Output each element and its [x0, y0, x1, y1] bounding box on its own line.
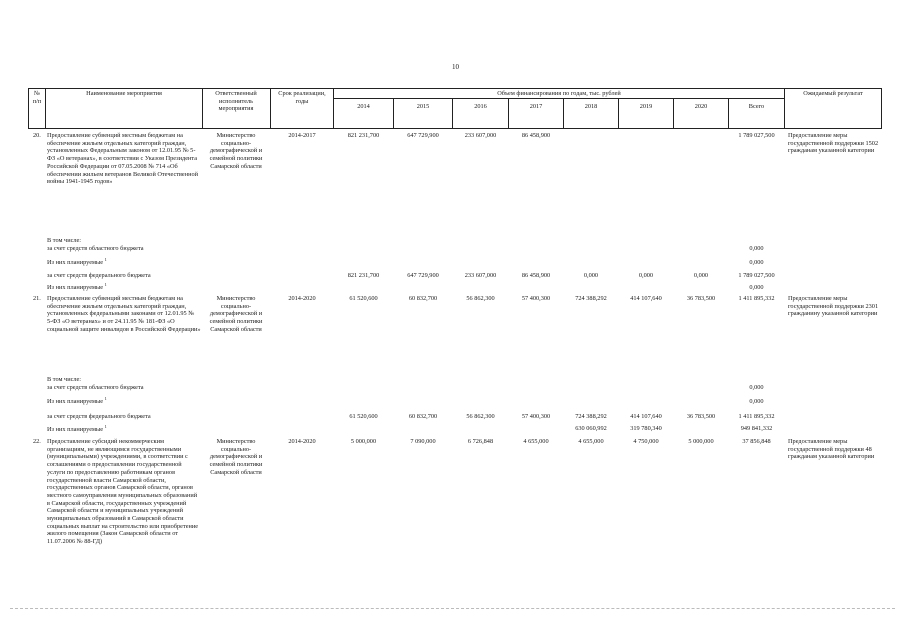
federal-2019: 0,000 — [638, 272, 654, 279]
row-value-2020: 36 783,500 — [686, 295, 716, 302]
header-year-2015: 2015 — [416, 103, 430, 110]
header-name: Наименование мероприятия — [86, 90, 162, 97]
regional-total: 0,000 — [749, 384, 764, 391]
row-num: 22. — [33, 438, 41, 445]
row-value-2015: 7 090,000 — [410, 438, 436, 445]
federal-2016: 56 862,300 — [466, 413, 495, 420]
federal-2018: 724 388,292 — [575, 413, 607, 420]
unplanned-label: Из них планируемые $^1$ — [47, 423, 107, 433]
federal-2019: 414 107,640 — [630, 413, 662, 420]
row-value-2015: 647 729,900 — [407, 132, 439, 139]
unplanned-label: Из них планируемые $^1$ — [47, 395, 107, 405]
row-result: Предоставление меры государственной поддержки 1502 гражданам указанной категории — [788, 132, 879, 155]
row-value-2017: 57 400,300 — [521, 295, 551, 302]
federal-2016: 233 607,000 — [464, 272, 497, 279]
header-year-2019: 2019 — [639, 103, 653, 110]
row-executor: Министерство социально-демографической и семейной политики Самарской области — [209, 438, 263, 476]
row-value-2015: 60 832,700 — [408, 295, 438, 302]
unplanned-label: Из них планируемые $^1$ — [47, 281, 107, 291]
header-term: Срок реализации, годы — [278, 90, 326, 105]
including-label: В том числе: — [47, 237, 82, 244]
row-term: 2014-2017 — [288, 132, 316, 139]
header-executor: Ответственный исполнитель мероприятия — [215, 90, 257, 113]
federal-2015: 647 729,900 — [407, 272, 439, 279]
row-num: 21. — [33, 295, 41, 302]
header-year-2020: 2020 — [694, 103, 708, 110]
row-value-2019: 414 107,640 — [630, 295, 662, 302]
row-value-2016: 56 862,300 — [466, 295, 495, 302]
header-result: Ожидаемый результат — [803, 90, 863, 97]
regional-label: за счет средств областного бюджета — [47, 245, 144, 252]
federal-total: 1 789 027,500 — [738, 272, 775, 279]
federal-2020: 0,000 — [693, 272, 709, 279]
row-value-total: 1 789 027,500 — [738, 132, 775, 139]
row-name: Предоставление субсидий некоммерческим организациям, не являющимся государственными (муниципальными) учреждениями, в соответствии с соглашениями о предоставлении государственной услуги по предоставлению работникам органов государственной власти Самарской области, государственных органов Самарской области, органов местного самоуправления муниципальных образований в Самарской области, государственных учреждений Самарской области и муниципальных учреждений муниципальных образований в Самарской области социальных выплат на строительство или приобретение жилого помещения (Закон Самарской области от 11.07.2006 № 88-ГД) — [47, 438, 199, 546]
federal-2018: 0,000 — [583, 272, 599, 279]
header-year-2017: 2017 — [529, 103, 543, 110]
row-result: Предоставление меры государственной поддержки 48 гражданам указанной категории — [788, 438, 875, 461]
row-name: Предоставление субвенций местным бюджетам на обеспечение жильем отдельных категорий граждан, установленных федеральными законами от 12.01.95 № 5-ФЗ «О ветеранах» и от 24.11.95 № 181-ФЗ «О социальной защите инвалидов в Российской Федерации» — [47, 295, 201, 333]
federal-2017: 86 458,900 — [521, 272, 551, 279]
header-year-2014: 2014 — [357, 103, 370, 110]
unplanned-label: Из них планируемые $^1$ — [47, 256, 107, 266]
header-year-2018: 2018 — [584, 103, 598, 110]
header-funding: Объем финансирования по годам, тыс. рублей — [497, 90, 621, 97]
row-value-2017: 4 655,000 — [523, 438, 549, 445]
row-value-2020: 5 000,000 — [688, 438, 714, 445]
row-value-2014: 61 520,600 — [349, 295, 378, 302]
federal-2020: 36 783,500 — [686, 413, 716, 420]
row-term: 2014-2020 — [288, 438, 316, 445]
row-value-2019: 4 750,000 — [633, 438, 659, 445]
row-value-2016: 6 726,848 — [467, 438, 494, 445]
federal-2014: 821 231,700 — [347, 272, 380, 279]
row-value-total: 1 411 895,332 — [738, 295, 775, 302]
unplanned-total: 0,000 — [749, 284, 764, 291]
page-number: 10 — [452, 63, 459, 71]
unplanned-total: 0,000 — [749, 259, 764, 266]
unplanned-total: 0,000 — [749, 398, 764, 405]
federal-label: за счет средств федерального бюджета — [47, 272, 151, 279]
federal-2014: 61 520,600 — [349, 413, 378, 420]
row-executor: Министерство социально-демографической и семейной политики Самарской области — [209, 132, 263, 170]
federal-2017: 57 400,300 — [521, 413, 551, 420]
row-result: Предоставление меры государственной поддержки 2301 гражданину указанной категории — [788, 295, 879, 318]
row-value-2018: 724 388,292 — [575, 295, 607, 302]
including-label: В том числе: — [47, 376, 82, 383]
row-value-2016: 233 607,000 — [464, 132, 497, 139]
row-executor: Министерство социально-демографической и семейной политики Самарской области — [209, 295, 263, 333]
scan-edge — [10, 608, 895, 610]
row-value-2014: 5 000,000 — [350, 438, 377, 445]
row-value-2017: 86 458,900 — [521, 132, 551, 139]
row-value-total: 37 856,848 — [742, 438, 771, 445]
unplanned-2019: 319 780,340 — [630, 425, 662, 432]
header-year-2016: 2016 — [474, 103, 487, 110]
row-num: 20. — [33, 132, 41, 139]
regional-label: за счет средств областного бюджета — [47, 384, 144, 391]
regional-total: 0,000 — [749, 245, 764, 252]
row-name: Предоставление субвенций местным бюджетам на обеспечение жильем отдельных категорий граждан, установленных Федеральным законом от 12.01.95 № 5-ФЗ «О ветеранах», в соответствии с Указом Президента Российской Федерации от 07.05.2008 № 714 «Об обеспечении жильем ветеранов Великой Отечественной войны 1941-1945 годов» — [47, 132, 198, 186]
federal-label: за счет средств федерального бюджета — [47, 413, 151, 420]
row-value-2018: 4 655,000 — [578, 438, 604, 445]
row-term: 2014-2020 — [288, 295, 316, 302]
header-num: № п/п — [32, 90, 42, 105]
unplanned-total: 949 841,332 — [740, 425, 773, 432]
federal-total: 1 411 895,332 — [738, 413, 775, 420]
federal-2015: 60 832,700 — [408, 413, 438, 420]
row-value-2014: 821 231,700 — [347, 132, 380, 139]
header-year-total: Всего — [748, 103, 765, 110]
unplanned-2018: 630 060,992 — [575, 425, 607, 432]
